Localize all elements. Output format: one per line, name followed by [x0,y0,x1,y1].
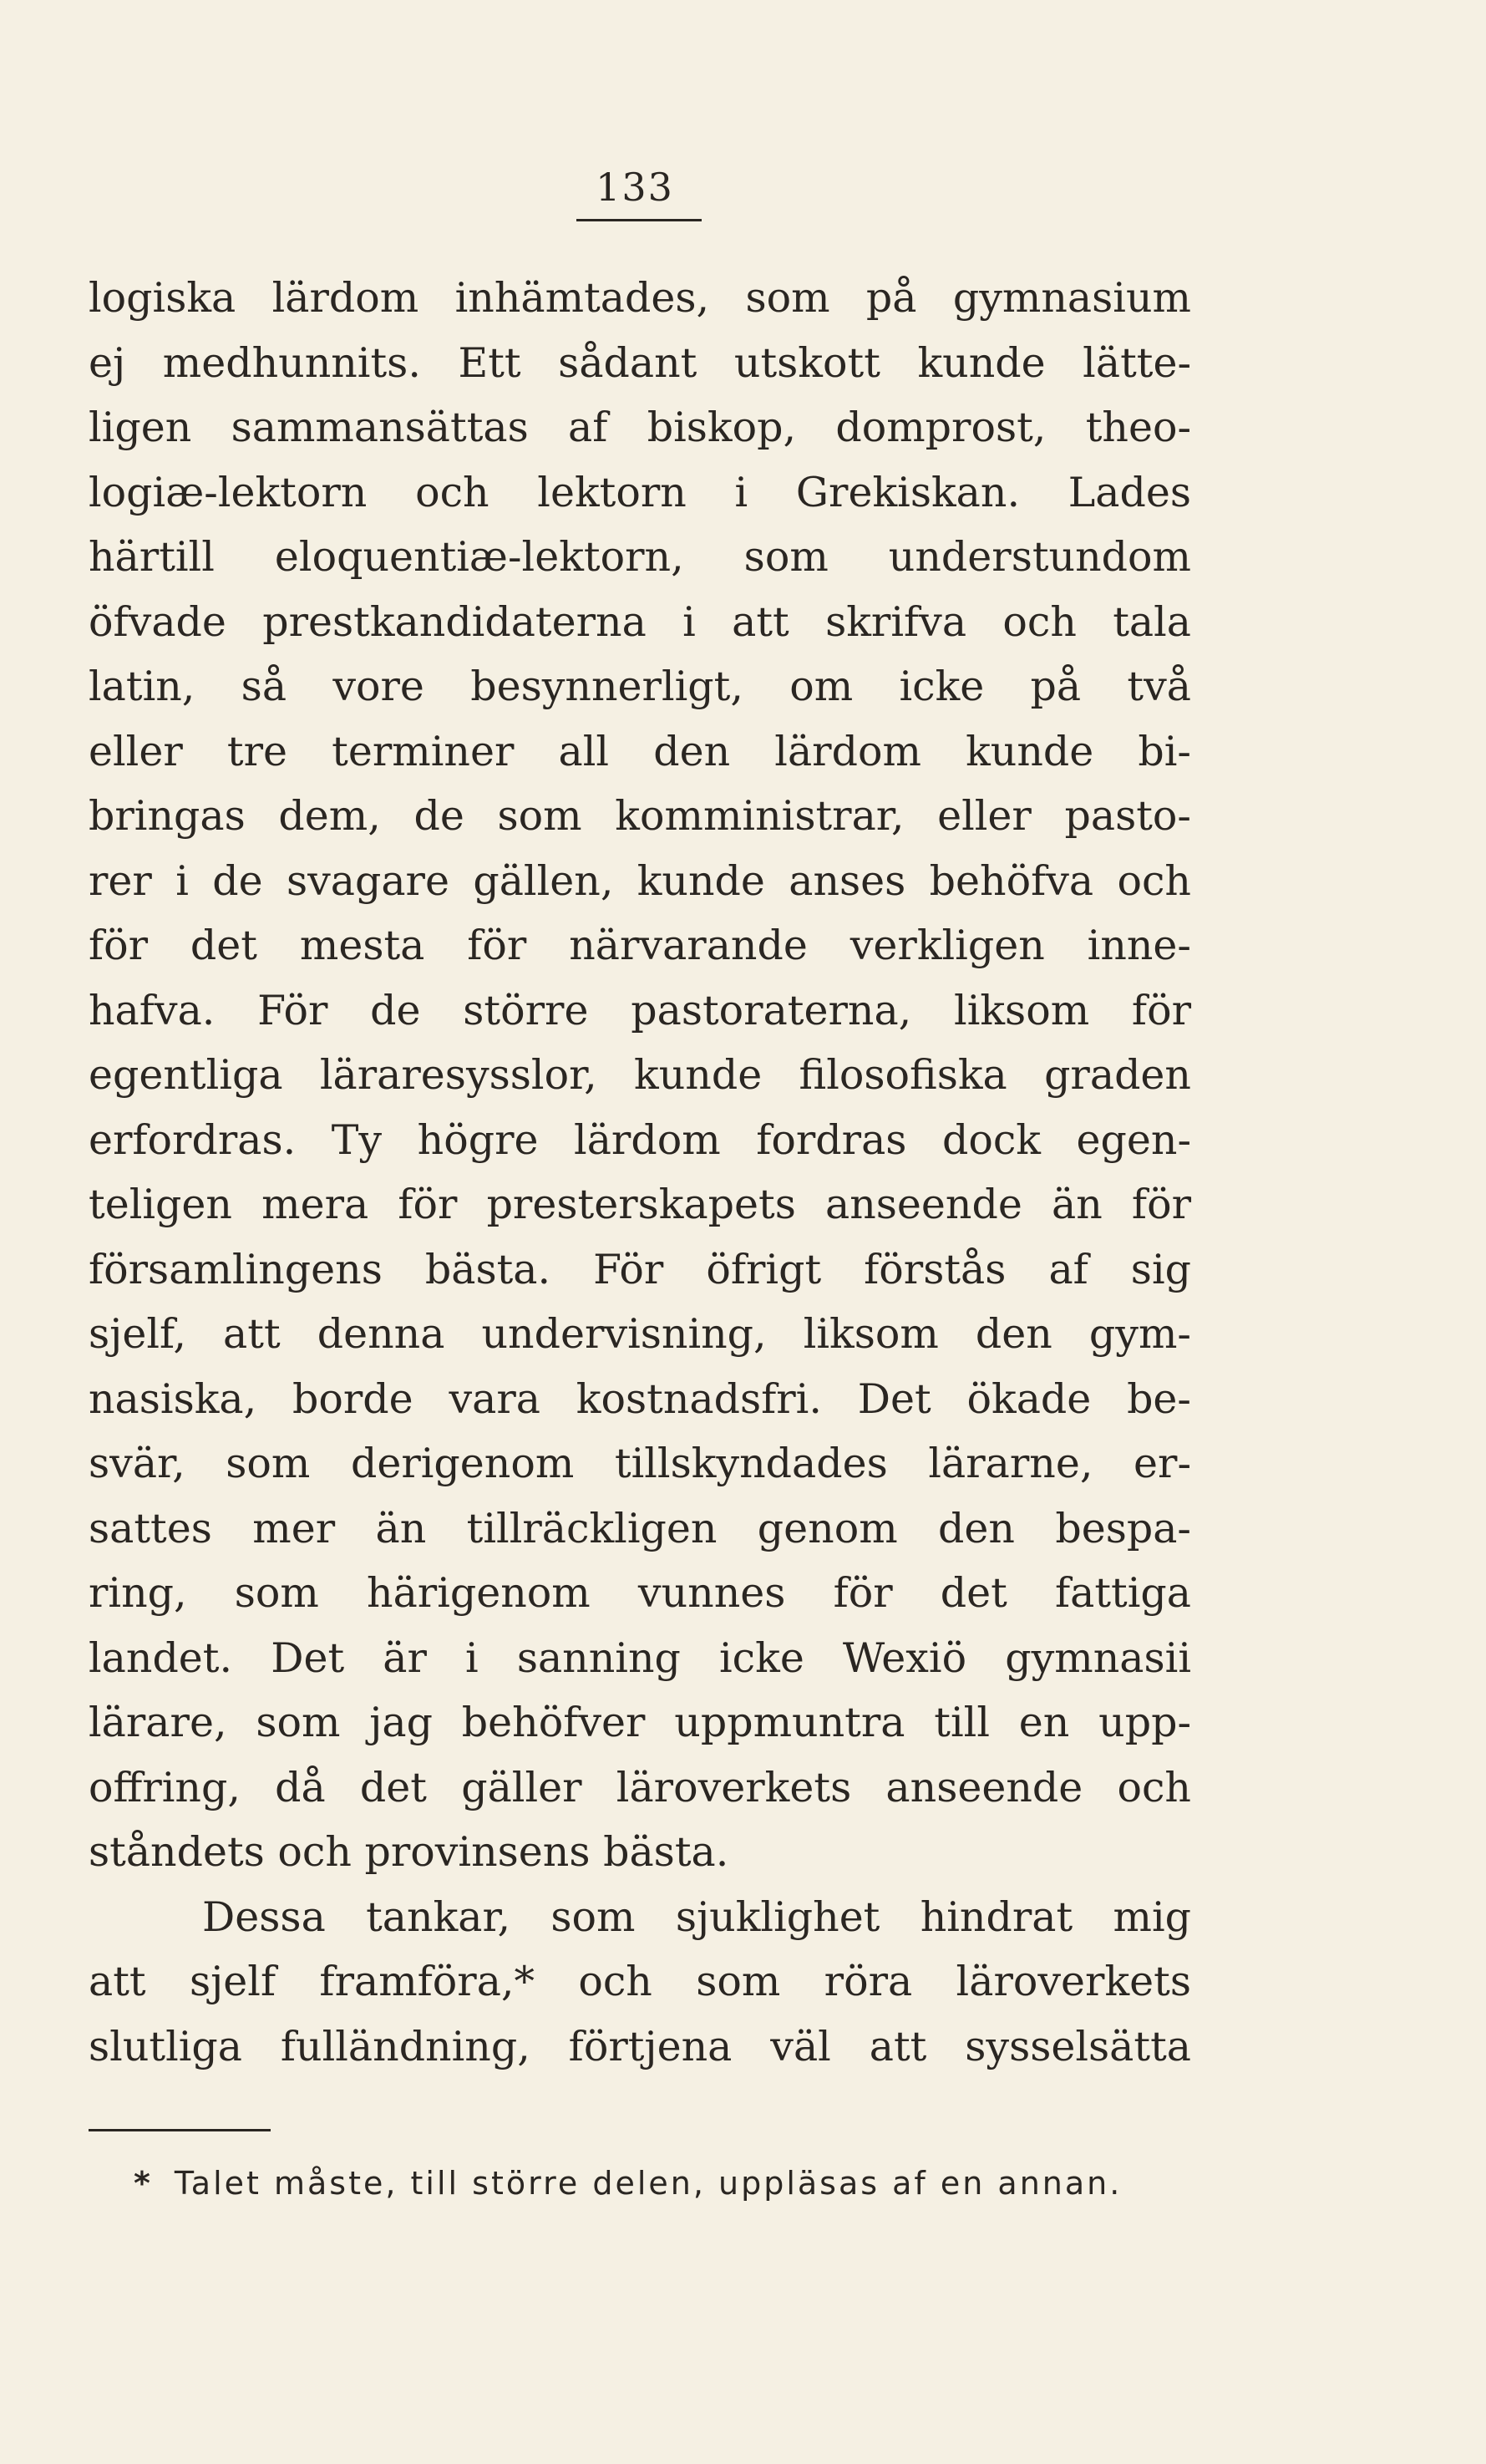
text-line: egentliga läraresysslor, kunde filosofiska graden [89,1051,1191,1099]
text-line: teligen mera för presterskapets anseende än för [89,1181,1191,1228]
text-line: härtill eloquentiæ-lektorn, som understundom [89,533,1191,581]
text-line: ligen sammansättas af biskop, domprost, theo- [89,404,1191,451]
text-line: landet. Det är i sanning icke Wexiö gymnasii [89,1633,1191,1682]
page-number: 133 [596,165,674,210]
text-line: sjelf, att denna undervisning, liksom den gym- [89,1310,1191,1358]
text-line-paragraph-end: ståndets och provinsens bästa. [89,1828,729,1876]
text-line: ej medhunnits. Ett sådant utskott kunde lätte- [89,338,1191,387]
text-line: eller tre terminer all den lärdom kunde bi- [89,727,1191,775]
text-line: rer i de svagare gällen, kunde anses behöfva och [89,856,1191,905]
text-line: nasiska, borde vara kostnadsfri. Det ökade be- [89,1374,1191,1423]
text-line: hafva. För de större pastoraterna, liksom för [89,986,1191,1034]
footnote [134,2161,1186,2206]
text-line: ring, som härigenom vunnes för det fattiga [89,1569,1191,1617]
text-line: att sjelf framföra,* och som röra läroverkets [89,1958,1191,2005]
text-line: erfordras. Ty högre lärdom fordras dock egen- [89,1115,1191,1164]
text-line-paragraph-start: Dessa tankar, som sjuklighet hindrat mig [202,1892,1191,1941]
text-line: svär, som derigenom tillskyndades lärarne, er- [89,1440,1191,1487]
body-text [89,266,1191,2079]
text-line: slutliga fulländning, förtjena väl att sysselsätta [89,2022,1191,2070]
text-line: latin, så vore besynnerligt, om icke på två [89,663,1191,710]
text-line: offring, då det gäller läroverkets anseende och [89,1763,1191,1811]
page-number-underline [576,219,702,221]
text-line: för det mesta för närvarande verkligen inne- [89,922,1191,969]
text-line: sattes mer än tillräckligen genom den bespa- [89,1504,1191,1552]
footnote-text: Talet måste, till större delen, uppläsas af en annan. [174,2165,1123,2202]
footnote-separator [89,2129,271,2131]
footnote-marker: * [134,2165,153,2202]
text-line: församlingens bästa. För öfrigt förstås af sig [89,1245,1191,1293]
text-line: logiæ-lektorn och lektorn i Grekiskan. Lades [89,468,1191,516]
text-line: logiska lärdom inhämtades, som på gymnasium [89,274,1191,322]
text-line: öfvade prestkandidaterna i att skrifva och tala [89,597,1191,646]
text-line: bringas dem, de som komministrar, eller pasto- [89,792,1191,840]
text-line: lärare, som jag behöfver uppmuntra till en upp- [89,1699,1191,1746]
